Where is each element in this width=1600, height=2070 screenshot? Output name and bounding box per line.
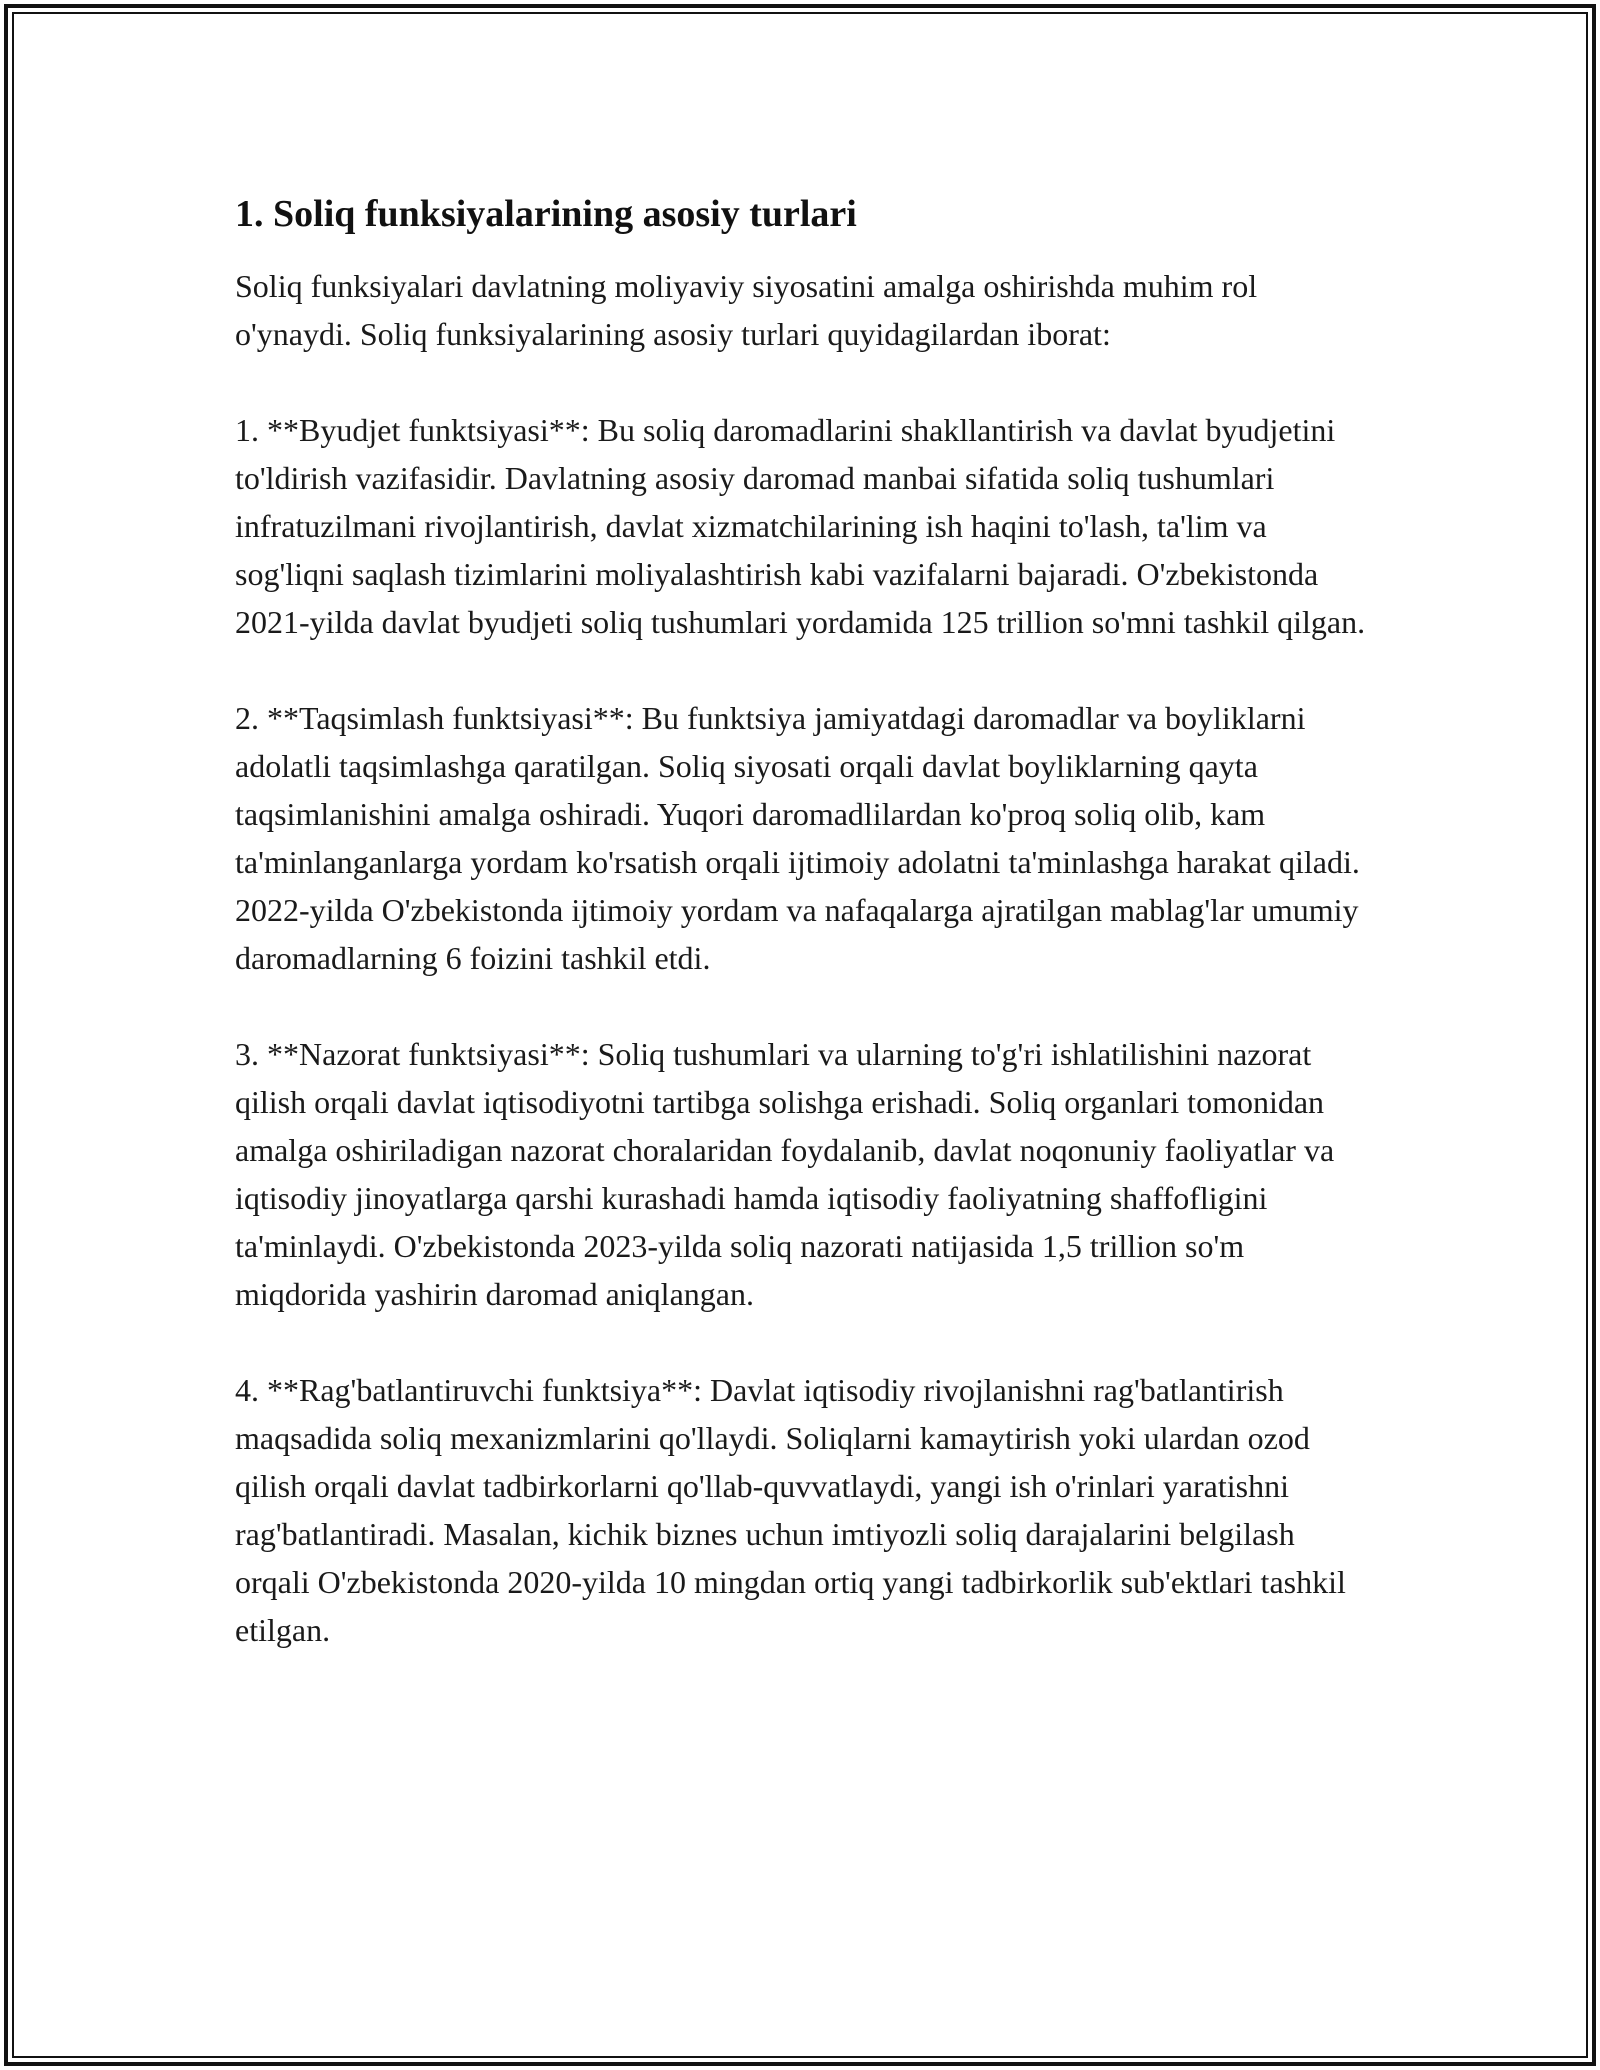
list-item-distribution-function: 2. **Taqsimlash funktsiyasi**: Bu funktsiya jamiyatdagi daromadlar va boyliklarni adolatli taqsimlashga qaratilgan. Soliq siyosati orqali davlat boyliklarning qayta taqsimlanishini amalga oshiradi. Yuqori daromadlilardan ko'proq soliq olib, kam ta'minlanganlarga yordam ko'rsatish orqali ijtimoiy adolatni ta'minlashga harakat qiladi. 2022-yilda O'zbekistonda ijtimoiy yordam va nafaqalarga ajratilgan mablag'lar umumiy daromadlarning 6 foizini tashkil etdi.: [235, 700, 1360, 976]
list-item-control-function: 3. **Nazorat funktsiyasi**: Soliq tushumlari va ularning to'g'ri ishlatilishini nazorat qilish orqali davlat iqtisodiyotni tartibga solishga erishadi. Soliq organlari tomonidan amalga oshiriladigan nazorat choralaridan foydalanib, davlat noqonuniy faoliyatlar va iqtisodiy jinoyatlarga qarshi kurashadi hamda iqtisodiy faoliyatning shaffofligini ta'minlaydi. O'zbekistonda 2023-yilda soliq nazorati natijasida 1,5 trillion so'm miqdorida yashirin daromad aniqlangan.: [235, 1036, 1335, 1312]
list-item-incentive-function: 4. **Rag'batlantiruvchi funktsiya**: Davlat iqtisodiy rivojlanishni rag'batlantirish maqsadida soliq mexanizmlarini qo'llaydi. Soliqlarni kamaytirish yoki ulardan ozod qilish orqali davlat tadbirkorlarni qo'llab-quvvatlaydi, yangi ish o'rinlari yaratishni rag'batlantiradi. Masalan, kichik biznes uchun imtiyozli soliq darajalarini belgilash orqali O'zbekistonda 2020-yilda 10 mingdan ortiq yangi tadbirkorlik sub'ektlari tashkil etilgan.: [235, 1372, 1346, 1648]
list-item-budget-function: 1. **Byudjet funktsiyasi**: Bu soliq daromadlarini shakllantirish va davlat byudjetini to'ldirish vazifasidir. Davlatning asosiy daromad manbai sifatida soliq tushumlari infratuzilmani rivojlantirish, davlat xizmatchilarining ish haqini to'lash, ta'lim va sog'liqni saqlash tizimlarini moliyalashtirish kabi vazifalarni bajaradi. O'zbekistonda 2021-yilda davlat byudjeti soliq tushumlari yordamida 125 trillion so'mni tashkil qilgan.: [235, 412, 1366, 640]
section-heading: 1. Soliq funksiyalarining asosiy turlari: [235, 193, 857, 235]
document-body: [235, 186, 1375, 1702]
intro-paragraph: Soliq funksiyalari davlatning moliyaviy siyosatini amalga oshirishda muhim rol o'ynaydi. Soliq funksiyalarining asosiy turlari quyidagilardan iborat:: [235, 268, 1258, 352]
